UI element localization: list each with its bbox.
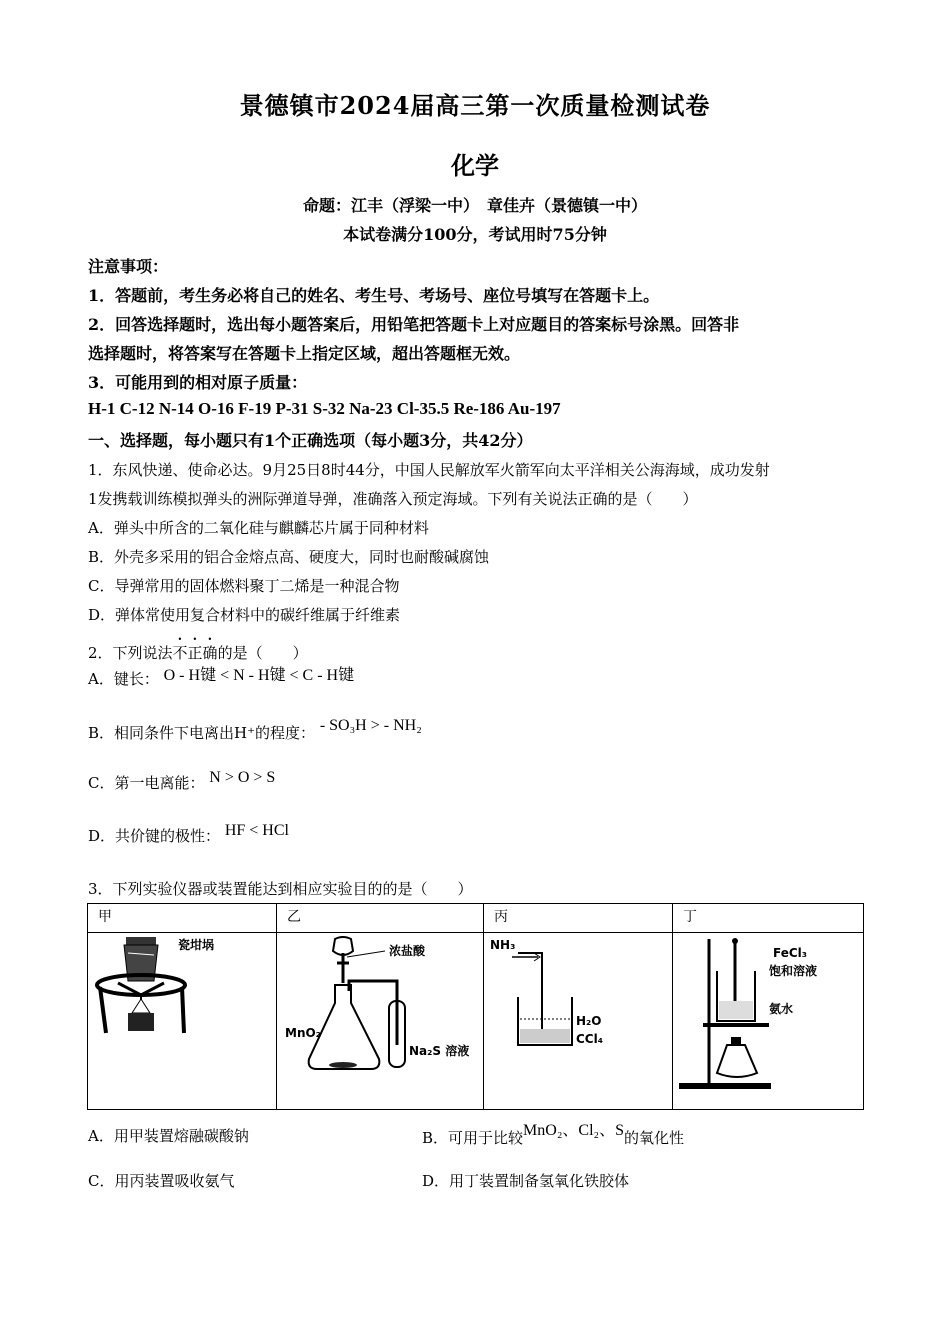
q1-stem-line-1: 1．东风快递、使命必达。9月25日8时44分，中国人民解放军火箭军向太平洋相关公海海域，成功发射 [88,461,770,479]
fecl3-label: FeCl₃ [773,946,808,960]
exam-info: 本试卷满分100分，考试用时75分钟 [343,225,607,244]
note-item-2-line-2: 选择题时，将答案写在答题卡上指定区域，超出答题框无效。 [88,344,521,363]
exam-title: 景德镇市2024届高三第一次质量检测试卷 [239,91,711,120]
authors-line: 命题：江丰（浮梁一中） 章佳卉（景德镇一中） [302,196,647,215]
q1-option-c: C．导弹常用的固体燃料聚丁二烯是一种混合物 [88,577,400,595]
colloid-preparation-diagram [673,933,861,1105]
apparatus-bing [484,933,673,1110]
q2-d-formula: HF < HCl [224,822,289,839]
chlorine-generation-diagram [277,933,483,1105]
q1-option-a: A．弹头中所含的二氧化硅与麒麟芯片属于同种材料 [88,519,429,537]
q2-option-b [88,716,422,743]
header-bing: 丙 [484,904,673,933]
apparatus-jia [88,933,277,1110]
q2-stem [88,635,308,663]
q1-stem-line-2: 1发携载训练模拟弹头的洲际弹道导弹，准确落入预定海域。下列有关说法正确的是（ ） [88,490,698,508]
q2-option-d [88,821,289,846]
note-item-2-line-1: 2．回答选择题时，选出每小题答案后，用铅笔把答题卡上对应题目的答案标号涂黑。回答非 [88,315,740,334]
q2-d-label: D．共价键的极性： [88,827,221,845]
q2-a-formula: O - H键 < N - H键 < C - H键 [163,667,355,684]
q3-stem: 3．下列实验仪器或装置能达到相应实验目的的是（ ） [88,880,473,898]
q2-b-label: B．相同条件下电离出H⁺的程度： [88,724,316,742]
h2o-label: H₂O [576,1014,602,1028]
ccl4-label: CCl₄ [576,1032,603,1046]
atomic-masses: H-1 C-12 N-14 O-16 F-19 P-31 S-32 Na-23 Cl-35.5 Re-186 Au-197 [88,399,561,418]
q3-b-post: 的氧化性 [624,1129,685,1147]
section-heading: 一、选择题，每小题只有1个正确选项（每小题3分，共42分） [88,431,533,450]
q2-stem-emphasis: 不正确 [172,644,218,662]
crucible-label: 瓷坩埚 [178,938,215,952]
q3-option-c: C．用丙装置吸收氨气 [88,1172,235,1190]
header-yi: 乙 [277,904,484,933]
q2-option-c [88,768,275,793]
q3-apparatus-table [87,903,864,1110]
q3-b-pre: B．可用于比较 [422,1129,524,1147]
na2s-label: Na₂S 溶液 [409,1044,470,1058]
header-jia: 甲 [88,904,277,933]
q1-option-b: B．外壳多采用的铝合金熔点高、硬度大，同时也耐酸碱腐蚀 [88,548,490,566]
q2-stem-post: 的是（ ） [217,644,308,662]
q1-option-d: D．弹体常使用复合材料中的碳纤维属于纤维素 [88,606,401,624]
note-item-3: 3．可能用到的相对原子质量： [88,373,308,392]
header-ding: 丁 [673,904,864,933]
nh3-label: NH₃ [490,938,516,952]
apparatus-yi [277,933,484,1110]
q2-b-formula: - SO₃H > - NH₂ [319,717,422,734]
apparatus-ding [673,933,864,1110]
ammonia-absorption-diagram [484,933,672,1105]
hcl-label: 浓盐酸 [389,944,426,958]
note-item-1: 1．答题前，考生务必将自己的姓名、考生号、考场号、座位号填写在答题卡上。 [88,286,660,305]
q2-option-a [88,662,354,689]
mno2-label: MnO₂ [285,1026,321,1040]
q3-option-a: A．用甲装置熔融碳酸钠 [88,1127,249,1145]
crucible-tripod-diagram [88,933,276,1105]
q3-b-formula: MnO₂、Cl₂、S [523,1122,624,1139]
q2-stem-pre: 2．下列说法 [88,644,173,662]
saturated-solution-label: 饱和溶液 [769,964,818,978]
q2-a-label: A．键长： [88,670,159,688]
q3-option-b [422,1117,684,1148]
q2-c-formula: N > O > S [209,769,276,786]
q3-option-d: D．用丁装置制备氢氧化铁胶体 [422,1172,630,1190]
ammonia-water-label: 氨水 [769,1002,794,1016]
q2-c-label: C．第一电离能： [88,774,205,792]
subject-title: 化学 [451,151,499,180]
notes-heading: 注意事项： [88,257,169,276]
